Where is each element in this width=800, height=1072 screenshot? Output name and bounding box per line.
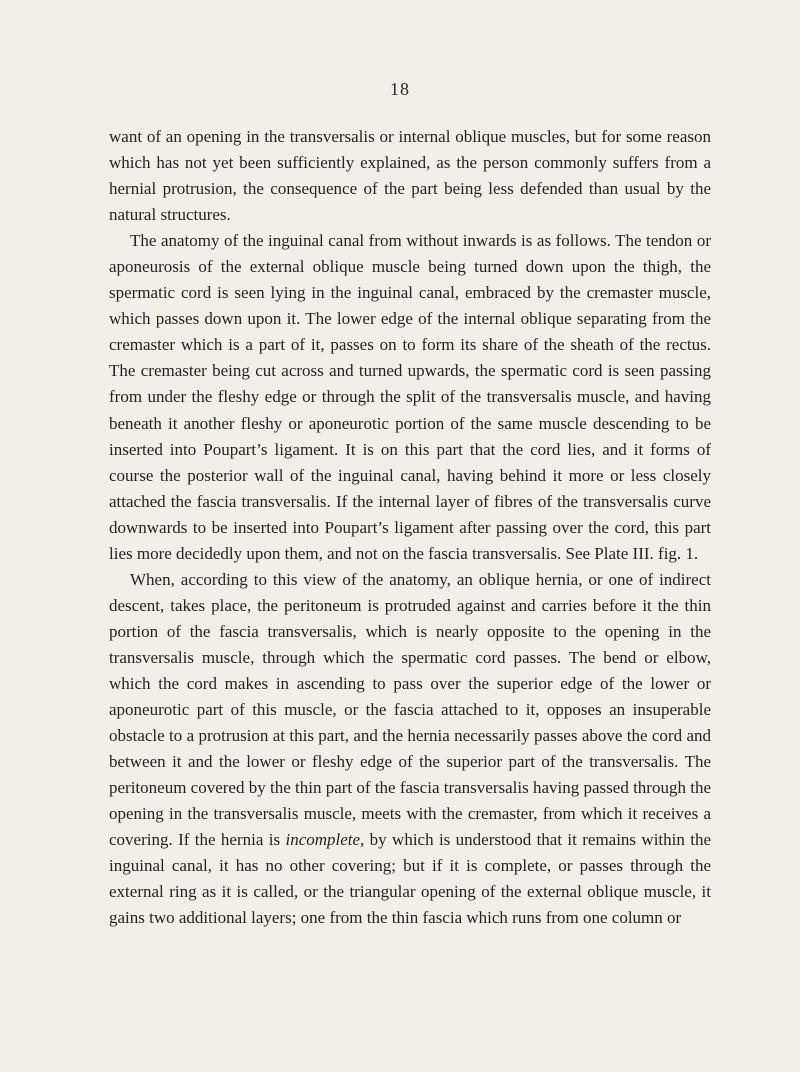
italic-term: incomplete <box>285 830 361 850</box>
paragraph-text-after-italic: , by which is understood that it remains within the inguinal canal, it has no other covering; but if it is complete, or passes through the external ring as it is called, or the triangular opening of the external oblique muscle, it gains two additional layers; one from the thin fascia which runs from one column or <box>109 830 711 928</box>
paragraph-oblique-hernia <box>109 567 711 932</box>
paragraph-text-before-italic: When, according to this view of the anatomy, an oblique hernia, or one of indirect descent, takes place, the peritoneum is protruded against and carries before it the thin portion of the fascia transversalis, which is nearly opposite to the opening in the transversalis muscle, through which the spermatic cord passes. The bend or elbow, which the cord makes in ascending to pass over the superior edge of the lower or aponeurotic part of this muscle, or the fascia attached to it, opposes an insuperable obstacle to a protrusion at this part, and the hernia necessarily passes above the cord and between it and the lower or fleshy edge of the superior part of the transversalis. The peritoneum covered by the thin part of the fascia transversalis having passed through the opening in the transversalis muscle, meets with the cremaster, from which it receives a covering. If the hernia is <box>109 569 711 850</box>
page-number: 18 <box>390 79 410 99</box>
body-text <box>109 124 711 931</box>
paragraph-inguinal-anatomy: The anatomy of the inguinal canal from without inwards is as follows. The tendon or aponeurosis of the external oblique muscle being turned down upon the thigh, the spermatic cord is seen lying in the inguinal canal, embraced by the cremaster muscle, which passes down upon it. The lower edge of the internal oblique separating from the cremaster which is a part of it, passes on to form its share of the sheath of the rectus. The cremaster being cut across and turned upwards, the spermatic cord is seen passing from under the fleshy edge or through the split of the transversalis muscle, and having beneath it another fleshy or aponeurotic portion of the same muscle descending to be inserted into Poupart’s ligament. It is on this part that the cord lies, and it forms of course the posterior wall of the inguinal canal, having behind it more or less closely attached the fascia transversalis. If the internal layer of fibres of the transversalis curve downwards to be inserted into Poupart’s ligament after passing over the cord, this part lies more decidedly upon them, and not on the fascia transversalis. See Plate III. fig. 1. <box>109 231 711 563</box>
paragraph-continued: want of an opening in the transversalis or internal oblique muscles, but for some reason which has not yet been sufficiently explained, as the person commonly suffers from a hernial protrusion, the consequence of the part being less defended than usual by the natural structures. <box>109 127 711 225</box>
